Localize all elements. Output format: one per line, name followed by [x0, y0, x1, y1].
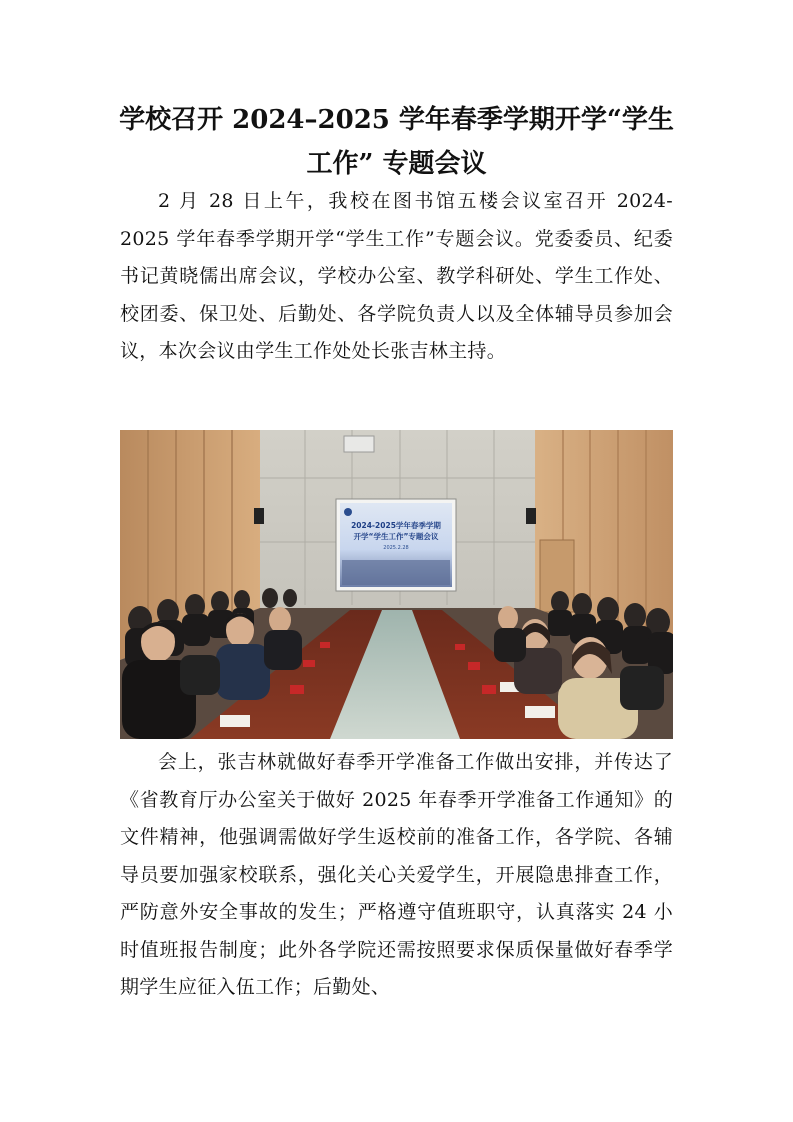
meeting-photo [120, 430, 673, 739]
screen-title-line-1: 2024-2025学年春季学期 [351, 521, 441, 530]
screen-date: 2025.2.28 [383, 545, 409, 551]
screen-title-line-2: 开学“学生工作”专题会议 [353, 532, 439, 541]
article-paragraph-2: 会上，张吉林就做好春季开学准备工作做出安排，并传达了《省教育厅办公室关于做好 2025 年春季开学准备工作通知》的文件精神，他强调需做好学生返校前的准备工作，各学院、各辅导员要加强家校联系，强化关心关爱学生，开展隐患排查工作，严防意外安全事故的发生；严格遵守值班职守，认真落实 24 小时值班报告制度；此外各学院还需按照要求保质保量做好春季学期学生应征入伍工作；后勤处、 [120, 751, 673, 998]
article-paragraph-1: 2 月 28 日上午，我校在图书馆五楼会议室召开 2024-2025 学年春季学期开学“学生工作”专题会议。党委委员、纪委书记黄晓儒出席会议，学校办公室、教学科研处、学生工作处、校团委、保卫处、后勤处、各学院负责人以及全体辅导员参加会议，本次会议由学生工作处处长张吉林主持。 [120, 190, 673, 362]
article-title: 学校召开 2024–2025 学年春季学期开学“学生工作” 专题会议 [119, 105, 674, 179]
